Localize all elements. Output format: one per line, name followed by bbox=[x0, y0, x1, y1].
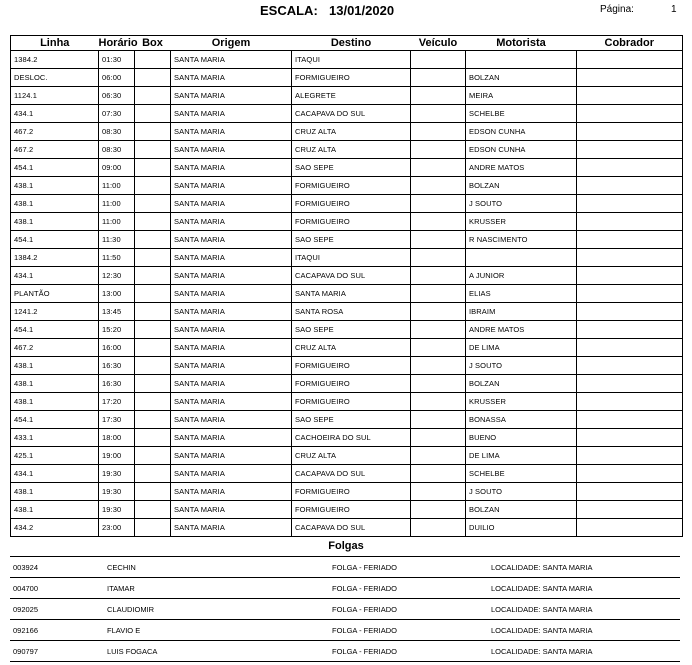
cell-motorista: ANDRE MATOS bbox=[466, 159, 577, 177]
cell-veiculo bbox=[411, 465, 466, 483]
cell-box bbox=[135, 375, 171, 393]
table-row bbox=[11, 195, 683, 213]
cell-origem: SANTA MARIA bbox=[171, 87, 292, 105]
cell-veiculo bbox=[411, 249, 466, 267]
cell-cobrador bbox=[577, 177, 683, 195]
cell-cobrador bbox=[577, 141, 683, 159]
table-row bbox=[11, 411, 683, 429]
folga-type: FOLGA - FERIADO bbox=[332, 605, 398, 614]
cell-cobrador bbox=[577, 465, 683, 483]
cell-linha: 438.1 bbox=[11, 177, 99, 195]
cell-motorista: MEIRA bbox=[466, 87, 577, 105]
cell-horario: 06:00 bbox=[99, 69, 135, 87]
cell-horario: 16:30 bbox=[99, 357, 135, 375]
cell-origem: SANTA MARIA bbox=[171, 123, 292, 141]
cell-linha: 438.1 bbox=[11, 483, 99, 501]
cell-veiculo bbox=[411, 69, 466, 87]
cell-motorista: DE LIMA bbox=[466, 447, 577, 465]
table-row bbox=[11, 69, 683, 87]
cell-horario: 23:00 bbox=[99, 519, 135, 537]
cell-linha: 454.1 bbox=[11, 411, 99, 429]
cell-box bbox=[135, 411, 171, 429]
cell-origem: SANTA MARIA bbox=[171, 519, 292, 537]
cell-motorista: IBRAIM bbox=[466, 303, 577, 321]
cell-linha: 434.1 bbox=[11, 465, 99, 483]
table-row bbox=[11, 285, 683, 303]
column-header-cobrador: Cobrador bbox=[577, 36, 683, 51]
cell-linha: 1241.2 bbox=[11, 303, 99, 321]
cell-horario: 09:00 bbox=[99, 159, 135, 177]
cell-cobrador bbox=[577, 213, 683, 231]
cell-linha: 467.2 bbox=[11, 123, 99, 141]
cell-origem: SANTA MARIA bbox=[171, 285, 292, 303]
cell-linha: DESLOC. bbox=[11, 69, 99, 87]
cell-veiculo bbox=[411, 429, 466, 447]
cell-destino: ALEGRETE bbox=[292, 87, 411, 105]
cell-veiculo bbox=[411, 375, 466, 393]
cell-linha: 425.1 bbox=[11, 447, 99, 465]
cell-linha: 438.1 bbox=[11, 213, 99, 231]
cell-horario: 11:00 bbox=[99, 213, 135, 231]
folgas-title: Folgas bbox=[328, 540, 364, 552]
cell-origem: SANTA MARIA bbox=[171, 339, 292, 357]
cell-box bbox=[135, 123, 171, 141]
column-header-origem: Origem bbox=[171, 36, 292, 51]
cell-origem: SANTA MARIA bbox=[171, 447, 292, 465]
cell-origem: SANTA MARIA bbox=[171, 231, 292, 249]
cell-destino: FORMIGUEIRO bbox=[292, 501, 411, 519]
cell-origem: SANTA MARIA bbox=[171, 249, 292, 267]
cell-origem: SANTA MARIA bbox=[171, 51, 292, 69]
cell-veiculo bbox=[411, 357, 466, 375]
table-row bbox=[11, 159, 683, 177]
cell-cobrador bbox=[577, 303, 683, 321]
cell-horario: 08:30 bbox=[99, 123, 135, 141]
cell-linha: 434.1 bbox=[11, 267, 99, 285]
cell-horario: 11:00 bbox=[99, 195, 135, 213]
cell-destino: FORMIGUEIRO bbox=[292, 69, 411, 87]
cell-origem: SANTA MARIA bbox=[171, 69, 292, 87]
cell-destino: CRUZ ALTA bbox=[292, 123, 411, 141]
column-header-destino: Destino bbox=[292, 36, 411, 51]
column-header-motorista: Motorista bbox=[466, 36, 577, 51]
cell-origem: SANTA MARIA bbox=[171, 393, 292, 411]
list-item bbox=[10, 640, 680, 662]
cell-motorista: KRUSSER bbox=[466, 393, 577, 411]
cell-veiculo bbox=[411, 303, 466, 321]
cell-cobrador bbox=[577, 321, 683, 339]
cell-motorista: ELIAS bbox=[466, 285, 577, 303]
cell-box bbox=[135, 231, 171, 249]
cell-box bbox=[135, 51, 171, 69]
cell-cobrador bbox=[577, 339, 683, 357]
cell-veiculo bbox=[411, 393, 466, 411]
cell-origem: SANTA MARIA bbox=[171, 483, 292, 501]
cell-cobrador bbox=[577, 285, 683, 303]
cell-box bbox=[135, 447, 171, 465]
cell-destino: CRUZ ALTA bbox=[292, 141, 411, 159]
cell-motorista: KRUSSER bbox=[466, 213, 577, 231]
cell-horario: 19:30 bbox=[99, 465, 135, 483]
cell-box bbox=[135, 303, 171, 321]
table-row bbox=[11, 375, 683, 393]
cell-horario: 01:30 bbox=[99, 51, 135, 69]
cell-destino: CACAPAVA DO SUL bbox=[292, 465, 411, 483]
cell-cobrador bbox=[577, 123, 683, 141]
cell-motorista: BONASSA bbox=[466, 411, 577, 429]
schedule-table-body bbox=[11, 51, 683, 537]
cell-cobrador bbox=[577, 447, 683, 465]
list-item bbox=[10, 598, 680, 619]
cell-box bbox=[135, 213, 171, 231]
cell-cobrador bbox=[577, 195, 683, 213]
table-row bbox=[11, 357, 683, 375]
table-row bbox=[11, 519, 683, 537]
cell-box bbox=[135, 249, 171, 267]
cell-destino: FORMIGUEIRO bbox=[292, 213, 411, 231]
cell-cobrador bbox=[577, 69, 683, 87]
column-header-horario: Horário bbox=[98, 36, 138, 49]
cell-veiculo bbox=[411, 51, 466, 69]
cell-destino: CRUZ ALTA bbox=[292, 339, 411, 357]
cell-box bbox=[135, 321, 171, 339]
cell-veiculo bbox=[411, 123, 466, 141]
folga-name: ITAMAR bbox=[107, 584, 135, 593]
cell-cobrador bbox=[577, 375, 683, 393]
cell-cobrador bbox=[577, 267, 683, 285]
cell-motorista: J SOUTO bbox=[466, 195, 577, 213]
cell-veiculo bbox=[411, 105, 466, 123]
cell-linha: 1124.1 bbox=[11, 87, 99, 105]
cell-motorista: BOLZAN bbox=[466, 501, 577, 519]
cell-destino: CACAPAVA DO SUL bbox=[292, 105, 411, 123]
cell-veiculo bbox=[411, 87, 466, 105]
cell-horario: 07:30 bbox=[99, 105, 135, 123]
folga-type: FOLGA - FERIADO bbox=[332, 626, 398, 635]
cell-cobrador bbox=[577, 393, 683, 411]
table-row bbox=[11, 231, 683, 249]
table-row bbox=[11, 483, 683, 501]
cell-destino: ITAQUI bbox=[292, 51, 411, 69]
page-label: Página: bbox=[600, 4, 634, 15]
folga-name: CLAUDIOMIR bbox=[107, 605, 155, 614]
cell-destino: SAO SEPE bbox=[292, 231, 411, 249]
cell-box bbox=[135, 159, 171, 177]
table-header-row bbox=[11, 36, 683, 51]
table-row bbox=[11, 51, 683, 69]
cell-origem: SANTA MARIA bbox=[171, 321, 292, 339]
table-row bbox=[11, 339, 683, 357]
cell-horario: 12:30 bbox=[99, 267, 135, 285]
cell-origem: SANTA MARIA bbox=[171, 213, 292, 231]
table-row bbox=[11, 249, 683, 267]
cell-origem: SANTA MARIA bbox=[171, 141, 292, 159]
list-item bbox=[10, 556, 680, 577]
cell-box bbox=[135, 267, 171, 285]
cell-horario: 08:30 bbox=[99, 141, 135, 159]
cell-veiculo bbox=[411, 339, 466, 357]
folga-name: FLAVIO E bbox=[107, 626, 141, 635]
cell-box bbox=[135, 429, 171, 447]
cell-linha: 1384.2 bbox=[11, 51, 99, 69]
cell-veiculo bbox=[411, 411, 466, 429]
cell-cobrador bbox=[577, 429, 683, 447]
cell-veiculo bbox=[411, 447, 466, 465]
cell-cobrador bbox=[577, 501, 683, 519]
cell-destino: SAO SEPE bbox=[292, 321, 411, 339]
cell-cobrador bbox=[577, 519, 683, 537]
cell-origem: SANTA MARIA bbox=[171, 375, 292, 393]
cell-veiculo bbox=[411, 213, 466, 231]
cell-motorista: J SOUTO bbox=[466, 357, 577, 375]
table-row bbox=[11, 213, 683, 231]
table-row bbox=[11, 321, 683, 339]
cell-cobrador bbox=[577, 87, 683, 105]
folga-code: 004700 bbox=[13, 584, 39, 593]
table-row bbox=[11, 447, 683, 465]
cell-horario: 17:20 bbox=[99, 393, 135, 411]
cell-box bbox=[135, 339, 171, 357]
cell-origem: SANTA MARIA bbox=[171, 465, 292, 483]
column-header-veiculo: Veículo bbox=[411, 36, 466, 51]
cell-box bbox=[135, 501, 171, 519]
cell-box bbox=[135, 69, 171, 87]
cell-horario: 16:00 bbox=[99, 339, 135, 357]
page-number: 1 bbox=[671, 4, 677, 15]
cell-linha: 454.1 bbox=[11, 231, 99, 249]
cell-destino: SANTA MARIA bbox=[292, 285, 411, 303]
folga-name: LUIS FOGACA bbox=[107, 647, 158, 656]
schedule-title: ESCALA: bbox=[260, 3, 318, 18]
cell-horario: 19:30 bbox=[99, 501, 135, 519]
folga-code: 092166 bbox=[13, 626, 39, 635]
cell-veiculo bbox=[411, 159, 466, 177]
cell-veiculo bbox=[411, 321, 466, 339]
cell-motorista: EDSON CUNHA bbox=[466, 123, 577, 141]
cell-origem: SANTA MARIA bbox=[171, 105, 292, 123]
cell-box bbox=[135, 393, 171, 411]
cell-box bbox=[135, 465, 171, 483]
cell-veiculo bbox=[411, 267, 466, 285]
cell-motorista: BUENO bbox=[466, 429, 577, 447]
cell-destino: CRUZ ALTA bbox=[292, 447, 411, 465]
cell-destino: CACAPAVA DO SUL bbox=[292, 519, 411, 537]
cell-linha: 1384.2 bbox=[11, 249, 99, 267]
cell-linha: 438.1 bbox=[11, 195, 99, 213]
cell-veiculo bbox=[411, 141, 466, 159]
table-row bbox=[11, 177, 683, 195]
cell-box bbox=[135, 141, 171, 159]
schedule-table bbox=[10, 35, 683, 537]
cell-cobrador bbox=[577, 105, 683, 123]
cell-origem: SANTA MARIA bbox=[171, 303, 292, 321]
cell-destino: FORMIGUEIRO bbox=[292, 177, 411, 195]
cell-box bbox=[135, 105, 171, 123]
folgas-list bbox=[10, 556, 680, 662]
cell-veiculo bbox=[411, 483, 466, 501]
cell-destino: SAO SEPE bbox=[292, 159, 411, 177]
cell-motorista: A JUNIOR bbox=[466, 267, 577, 285]
cell-motorista: R NASCIMENTO bbox=[466, 231, 577, 249]
cell-motorista: BOLZAN bbox=[466, 69, 577, 87]
cell-box bbox=[135, 357, 171, 375]
cell-cobrador bbox=[577, 159, 683, 177]
table-row bbox=[11, 465, 683, 483]
cell-linha: 438.1 bbox=[11, 501, 99, 519]
cell-linha: 434.1 bbox=[11, 105, 99, 123]
cell-linha: 467.2 bbox=[11, 141, 99, 159]
cell-box bbox=[135, 87, 171, 105]
folga-code: 090797 bbox=[13, 647, 39, 656]
table-row bbox=[11, 87, 683, 105]
cell-veiculo bbox=[411, 501, 466, 519]
cell-cobrador bbox=[577, 51, 683, 69]
cell-cobrador bbox=[577, 231, 683, 249]
folga-location: LOCALIDADE: SANTA MARIA bbox=[491, 647, 593, 656]
cell-horario: 19:00 bbox=[99, 447, 135, 465]
table-row bbox=[11, 501, 683, 519]
table-row bbox=[11, 303, 683, 321]
cell-origem: SANTA MARIA bbox=[171, 177, 292, 195]
cell-veiculo bbox=[411, 177, 466, 195]
column-header-linha: Linha bbox=[11, 36, 99, 51]
cell-motorista: SCHELBE bbox=[466, 105, 577, 123]
cell-destino: CACHOEIRA DO SUL bbox=[292, 429, 411, 447]
list-item bbox=[10, 619, 680, 640]
cell-motorista: ANDRE MATOS bbox=[466, 321, 577, 339]
cell-destino: FORMIGUEIRO bbox=[292, 195, 411, 213]
cell-origem: SANTA MARIA bbox=[171, 357, 292, 375]
cell-destino: FORMIGUEIRO bbox=[292, 357, 411, 375]
cell-cobrador bbox=[577, 483, 683, 501]
cell-motorista: EDSON CUNHA bbox=[466, 141, 577, 159]
cell-motorista: DE LIMA bbox=[466, 339, 577, 357]
cell-destino: ITAQUI bbox=[292, 249, 411, 267]
table-row bbox=[11, 267, 683, 285]
cell-horario: 13:45 bbox=[99, 303, 135, 321]
cell-linha: 454.1 bbox=[11, 321, 99, 339]
cell-origem: SANTA MARIA bbox=[171, 267, 292, 285]
cell-veiculo bbox=[411, 519, 466, 537]
cell-linha: 438.1 bbox=[11, 375, 99, 393]
cell-destino: SAO SEPE bbox=[292, 411, 411, 429]
cell-origem: SANTA MARIA bbox=[171, 429, 292, 447]
cell-horario: 11:50 bbox=[99, 249, 135, 267]
table-row bbox=[11, 393, 683, 411]
folga-location: LOCALIDADE: SANTA MARIA bbox=[491, 584, 593, 593]
cell-cobrador bbox=[577, 249, 683, 267]
cell-linha: 438.1 bbox=[11, 357, 99, 375]
folga-code: 092025 bbox=[13, 605, 39, 614]
cell-box bbox=[135, 285, 171, 303]
cell-veiculo bbox=[411, 231, 466, 249]
cell-origem: SANTA MARIA bbox=[171, 501, 292, 519]
table-row bbox=[11, 105, 683, 123]
cell-cobrador bbox=[577, 357, 683, 375]
cell-motorista: DUILIO bbox=[466, 519, 577, 537]
cell-veiculo bbox=[411, 195, 466, 213]
cell-destino: CACAPAVA DO SUL bbox=[292, 267, 411, 285]
cell-cobrador bbox=[577, 411, 683, 429]
folga-type: FOLGA - FERIADO bbox=[332, 563, 398, 572]
cell-motorista: BOLZAN bbox=[466, 177, 577, 195]
cell-linha: 434.2 bbox=[11, 519, 99, 537]
cell-motorista: BOLZAN bbox=[466, 375, 577, 393]
cell-destino: FORMIGUEIRO bbox=[292, 483, 411, 501]
cell-linha: 467.2 bbox=[11, 339, 99, 357]
folga-type: FOLGA - FERIADO bbox=[332, 584, 398, 593]
cell-linha: PLANTÃO bbox=[11, 285, 99, 303]
cell-linha: 438.1 bbox=[11, 393, 99, 411]
cell-origem: SANTA MARIA bbox=[171, 411, 292, 429]
cell-veiculo bbox=[411, 285, 466, 303]
cell-horario: 11:30 bbox=[99, 231, 135, 249]
cell-horario: 13:00 bbox=[99, 285, 135, 303]
cell-destino: FORMIGUEIRO bbox=[292, 375, 411, 393]
cell-horario: 11:00 bbox=[99, 177, 135, 195]
cell-destino: SANTA ROSA bbox=[292, 303, 411, 321]
cell-motorista bbox=[466, 249, 577, 267]
folga-type: FOLGA - FERIADO bbox=[332, 647, 398, 656]
cell-horario: 18:00 bbox=[99, 429, 135, 447]
folga-location: LOCALIDADE: SANTA MARIA bbox=[491, 605, 593, 614]
cell-origem: SANTA MARIA bbox=[171, 159, 292, 177]
cell-linha: 454.1 bbox=[11, 159, 99, 177]
folga-location: LOCALIDADE: SANTA MARIA bbox=[491, 626, 593, 635]
cell-motorista bbox=[466, 51, 577, 69]
cell-motorista: SCHELBE bbox=[466, 465, 577, 483]
cell-horario: 17:30 bbox=[99, 411, 135, 429]
cell-box bbox=[135, 483, 171, 501]
list-item bbox=[10, 577, 680, 598]
cell-box bbox=[135, 519, 171, 537]
cell-horario: 15:20 bbox=[99, 321, 135, 339]
cell-motorista: J SOUTO bbox=[466, 483, 577, 501]
table-row bbox=[11, 123, 683, 141]
cell-horario: 06:30 bbox=[99, 87, 135, 105]
folga-code: 003924 bbox=[13, 563, 39, 572]
table-row bbox=[11, 429, 683, 447]
folga-name: CECHIN bbox=[107, 563, 136, 572]
cell-box bbox=[135, 195, 171, 213]
cell-horario: 16:30 bbox=[99, 375, 135, 393]
column-header-box: Box bbox=[135, 36, 171, 51]
folga-location: LOCALIDADE: SANTA MARIA bbox=[491, 563, 593, 572]
cell-box bbox=[135, 177, 171, 195]
cell-linha: 433.1 bbox=[11, 429, 99, 447]
schedule-date: 13/01/2020 bbox=[329, 3, 395, 18]
table-row bbox=[11, 141, 683, 159]
cell-horario: 19:30 bbox=[99, 483, 135, 501]
cell-destino: FORMIGUEIRO bbox=[292, 393, 411, 411]
cell-origem: SANTA MARIA bbox=[171, 195, 292, 213]
